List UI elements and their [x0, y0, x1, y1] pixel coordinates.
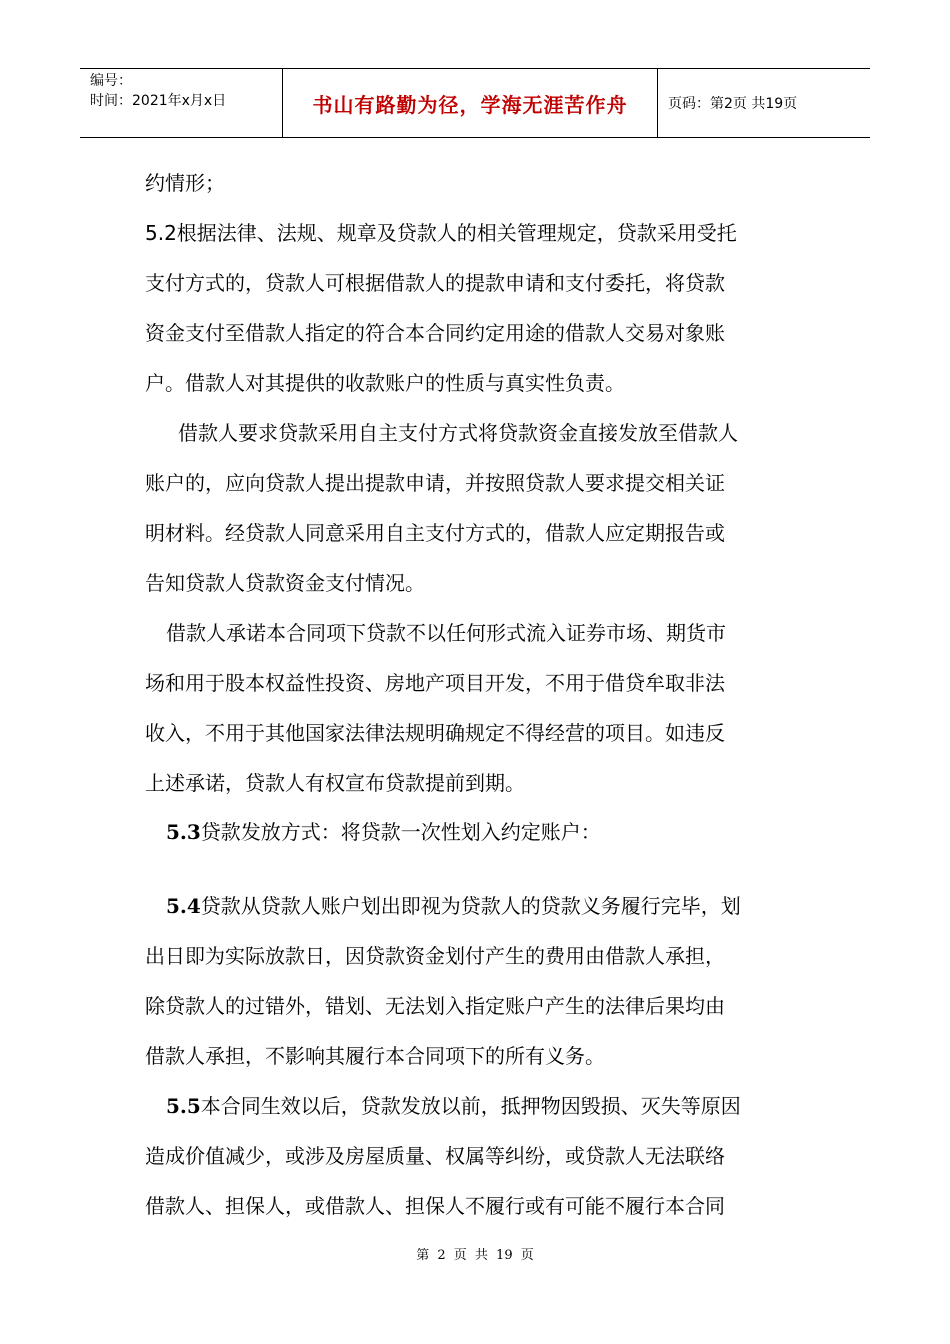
- text-line: 收入，不用于其他国家法律法规明确规定不得经营的项目。如违反: [145, 721, 725, 745]
- clause-text: 贷款从贷款人账户划出即视为贷款人的贷款义务履行完毕，划: [200, 894, 741, 918]
- text-line: 借款人要求贷款采用自主支付方式将贷款资金直接发放至借款人: [178, 421, 738, 445]
- page-footer: 第 2 页 共 19 页: [416, 1248, 534, 1263]
- text-line: 场和用于股本权益性投资、房地产项目开发，不用于借贷牟取非法: [145, 671, 725, 695]
- text-line: 资金支付至借款人指定的符合本合同约定用途的借款人交易对象账: [145, 321, 725, 345]
- text-line: 5.2根据法律、法规、规章及贷款人的相关管理规定，贷款采用受托: [145, 221, 737, 245]
- clause-number: 5.3: [166, 820, 201, 844]
- clause-5-5: [166, 1094, 741, 1118]
- date-label: 时间：2021年x月x日: [90, 93, 227, 109]
- number-label: 编号：: [90, 73, 132, 89]
- clause-text: 本合同生效以后，贷款发放以前，抵押物因毁损、灭失等原因: [200, 1094, 741, 1118]
- text-line: 明材料。经贷款人同意采用自主支付方式的，借款人应定期报告或: [145, 521, 725, 545]
- text-line: 借款人承诺本合同项下贷款不以任何形式流入证券市场、期货市: [166, 621, 726, 645]
- text-line: 造成价值减少，或涉及房屋质量、权属等纠纷，或贷款人无法联络: [145, 1144, 725, 1168]
- text-line: 约情形；: [145, 171, 225, 195]
- page-info: 页码：第2页 共19页: [668, 96, 798, 112]
- text-line: 借款人、担保人，或借款人、担保人不履行或有可能不履行本合同: [145, 1194, 725, 1218]
- clause-text: 贷款发放方式：将贷款一次性划入约定账户：: [200, 820, 601, 844]
- text-line: 账户的，应向贷款人提出提款申请，并按照贷款人要求提交相关证: [145, 471, 725, 495]
- text-line: 除贷款人的过错外，错划、无法划入指定账户产生的法律后果均由: [145, 994, 725, 1018]
- page-header: [80, 68, 870, 138]
- header-motto-cell: [283, 69, 658, 137]
- clause-number: 5.5: [166, 1094, 201, 1118]
- text-line: 户。借款人对其提供的收款账户的性质与真实性负责。: [145, 371, 625, 395]
- motto-text: 书山有路勤为径，学海无涯苦作舟: [312, 92, 628, 117]
- clause-5-4: [166, 894, 741, 918]
- clause-number: 5.4: [166, 894, 201, 918]
- header-page-cell: [658, 69, 870, 137]
- text-line: 支付方式的，贷款人可根据借款人的提款申请和支付委托，将贷款: [145, 271, 725, 295]
- text-line: 告知贷款人贷款资金支付情况。: [145, 571, 425, 595]
- text-line: 上述承诺，贷款人有权宣布贷款提前到期。: [145, 771, 525, 795]
- text-line: 借款人承担，不影响其履行本合同项下的所有义务。: [145, 1044, 605, 1068]
- header-meta-cell: [80, 69, 283, 137]
- text-line: 出日即为实际放款日，因贷款资金划付产生的费用由借款人承担，: [145, 944, 725, 968]
- clause-5-3: [166, 820, 601, 844]
